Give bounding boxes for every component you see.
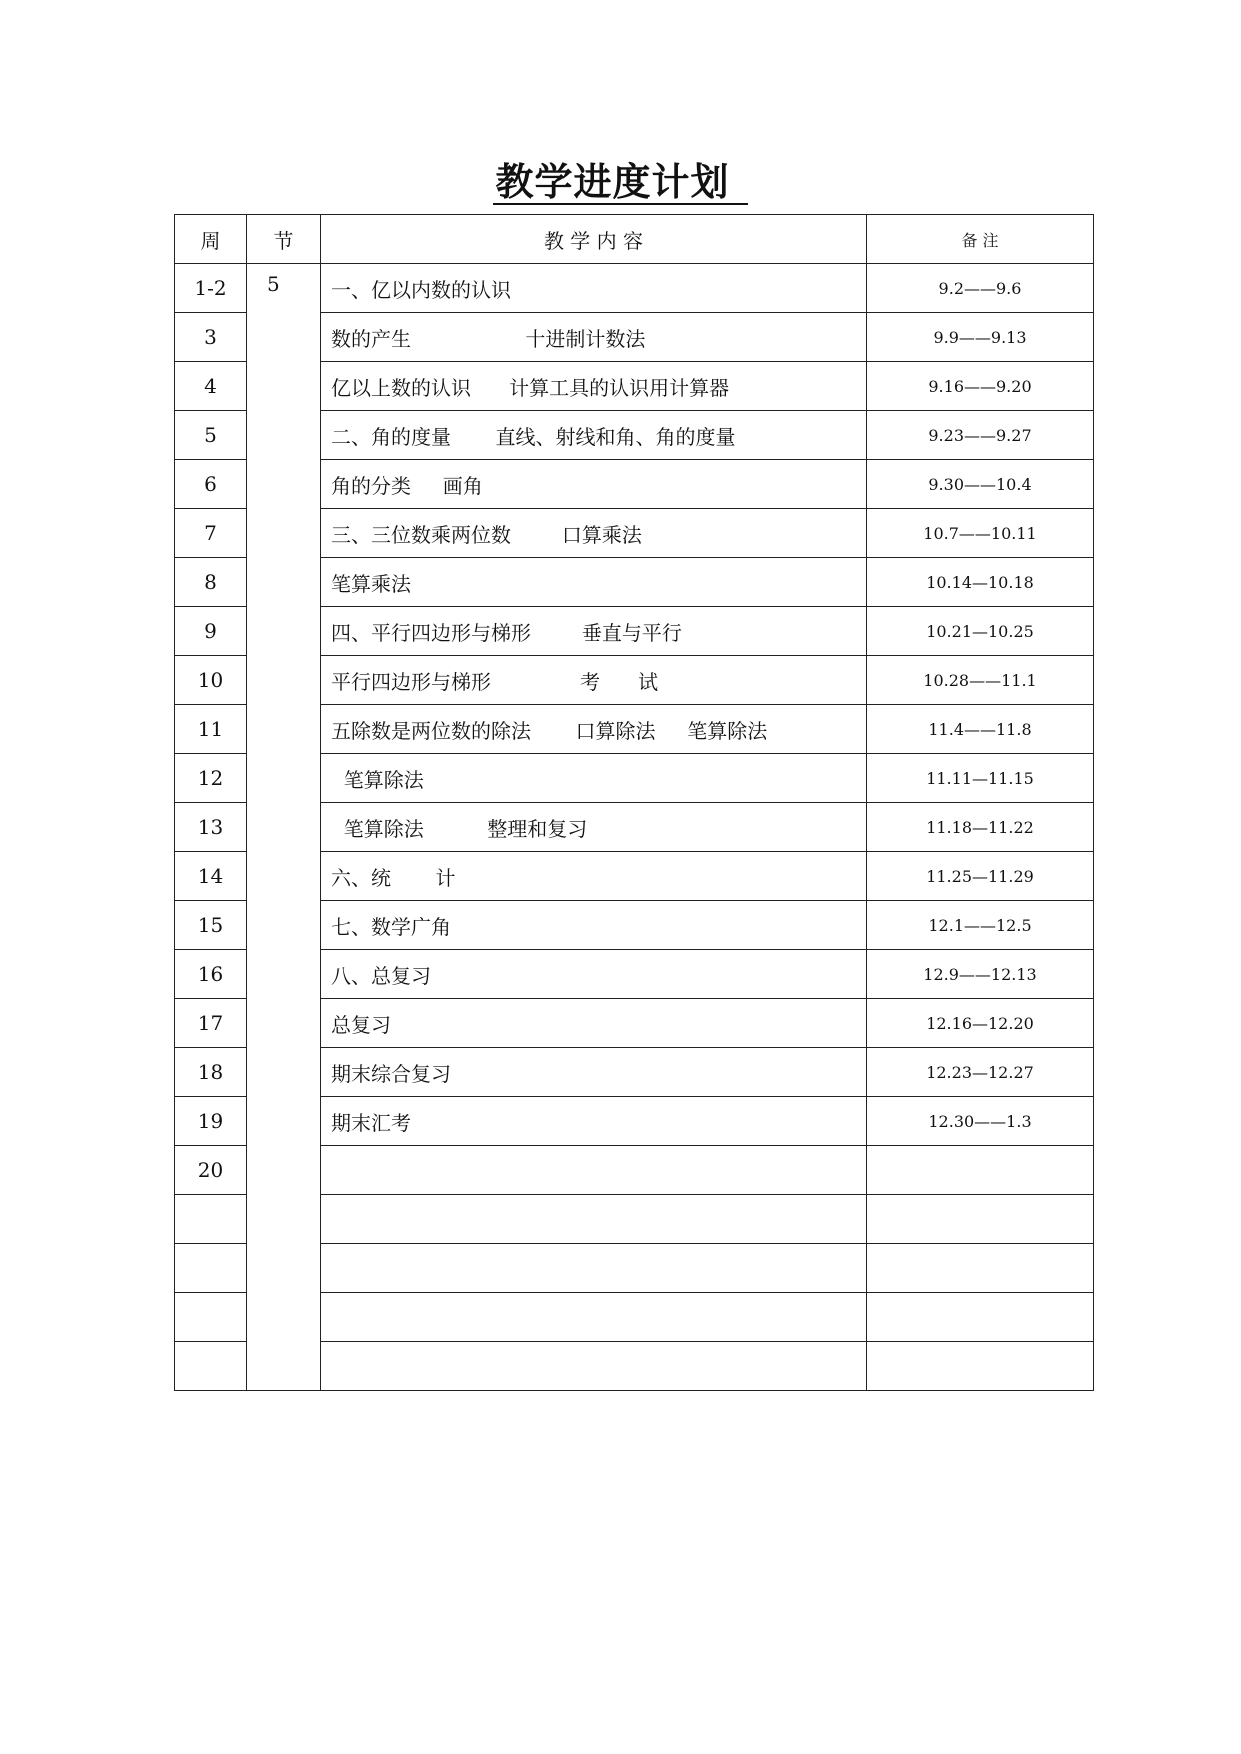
- week-cell: 16: [175, 950, 247, 999]
- week-cell: 8: [175, 558, 247, 607]
- note-cell: 12.30——1.3: [867, 1097, 1094, 1146]
- week-cell: 1-2: [175, 264, 247, 313]
- note-cell: 12.9——12.13: [867, 950, 1094, 999]
- content-cell: 亿以上数的认识 计算工具的认识用计算器: [321, 362, 867, 411]
- note-cell: 9.9——9.13: [867, 313, 1094, 362]
- table-row: [175, 264, 1094, 313]
- section-cell: 5: [247, 264, 321, 1391]
- header-section: 节: [247, 215, 321, 264]
- content-cell: [321, 1244, 867, 1293]
- week-cell: [175, 1195, 247, 1244]
- content-cell: 总复习: [321, 999, 867, 1048]
- note-cell: 10.7——10.11: [867, 509, 1094, 558]
- content-cell: 八、总复习: [321, 950, 867, 999]
- note-cell: 10.14—10.18: [867, 558, 1094, 607]
- content-cell: 平行四边形与梯形 考 试: [321, 656, 867, 705]
- note-cell: 10.28——11.1: [867, 656, 1094, 705]
- week-cell: 18: [175, 1048, 247, 1097]
- content-cell: [321, 1195, 867, 1244]
- week-cell: 11: [175, 705, 247, 754]
- content-cell: 二、角的度量 直线、射线和角、角的度量: [321, 411, 867, 460]
- week-cell: 10: [175, 656, 247, 705]
- note-cell: 12.16—12.20: [867, 999, 1094, 1048]
- content-cell: 七、数学广角: [321, 901, 867, 950]
- note-cell: [867, 1195, 1094, 1244]
- content-cell: 三、三位数乘两位数 口算乘法: [321, 509, 867, 558]
- week-cell: 7: [175, 509, 247, 558]
- note-cell: 9.30——10.4: [867, 460, 1094, 509]
- content-cell: 五除数是两位数的除法 口算除法 笔算除法: [321, 705, 867, 754]
- content-cell: [321, 1342, 867, 1391]
- document-title: [0, 158, 1241, 206]
- week-cell: 15: [175, 901, 247, 950]
- content-cell: 笔算除法: [321, 754, 867, 803]
- note-cell: 11.11—11.15: [867, 754, 1094, 803]
- week-cell: [175, 1342, 247, 1391]
- content-cell: [321, 1293, 867, 1342]
- note-cell: 10.21—10.25: [867, 607, 1094, 656]
- content-cell: 笔算乘法: [321, 558, 867, 607]
- content-cell: 期末综合复习: [321, 1048, 867, 1097]
- content-cell: 角的分类 画角: [321, 460, 867, 509]
- note-cell: [867, 1146, 1094, 1195]
- header-note: 备 注: [867, 215, 1094, 264]
- note-cell: 11.4——11.8: [867, 705, 1094, 754]
- content-cell: 四、平行四边形与梯形 垂直与平行: [321, 607, 867, 656]
- document-title-text: 教学进度计划: [493, 161, 747, 205]
- content-cell: 笔算除法 整理和复习: [321, 803, 867, 852]
- week-cell: 4: [175, 362, 247, 411]
- content-cell: 数的产生 十进制计数法: [321, 313, 867, 362]
- week-cell: [175, 1244, 247, 1293]
- week-cell: 19: [175, 1097, 247, 1146]
- week-cell: 5: [175, 411, 247, 460]
- note-cell: 9.2——9.6: [867, 264, 1094, 313]
- note-cell: 12.23—12.27: [867, 1048, 1094, 1097]
- note-cell: 9.23——9.27: [867, 411, 1094, 460]
- note-cell: [867, 1244, 1094, 1293]
- week-cell: 12: [175, 754, 247, 803]
- week-cell: 9: [175, 607, 247, 656]
- week-cell: 20: [175, 1146, 247, 1195]
- note-cell: 9.16——9.20: [867, 362, 1094, 411]
- note-cell: 11.25—11.29: [867, 852, 1094, 901]
- content-cell: 一、亿以内数的认识: [321, 264, 867, 313]
- note-cell: 12.1——12.5: [867, 901, 1094, 950]
- week-cell: [175, 1293, 247, 1342]
- schedule-table: [174, 214, 1094, 1391]
- note-cell: [867, 1293, 1094, 1342]
- note-cell: [867, 1342, 1094, 1391]
- week-cell: 6: [175, 460, 247, 509]
- content-cell: 六、统 计: [321, 852, 867, 901]
- table-header-row: [175, 215, 1094, 264]
- header-content: 教 学 内 容: [321, 215, 867, 264]
- content-cell: [321, 1146, 867, 1195]
- content-cell: 期末汇考: [321, 1097, 867, 1146]
- table-body: [175, 264, 1094, 1391]
- week-cell: 3: [175, 313, 247, 362]
- note-cell: 11.18—11.22: [867, 803, 1094, 852]
- week-cell: 17: [175, 999, 247, 1048]
- header-week: 周: [175, 215, 247, 264]
- week-cell: 13: [175, 803, 247, 852]
- week-cell: 14: [175, 852, 247, 901]
